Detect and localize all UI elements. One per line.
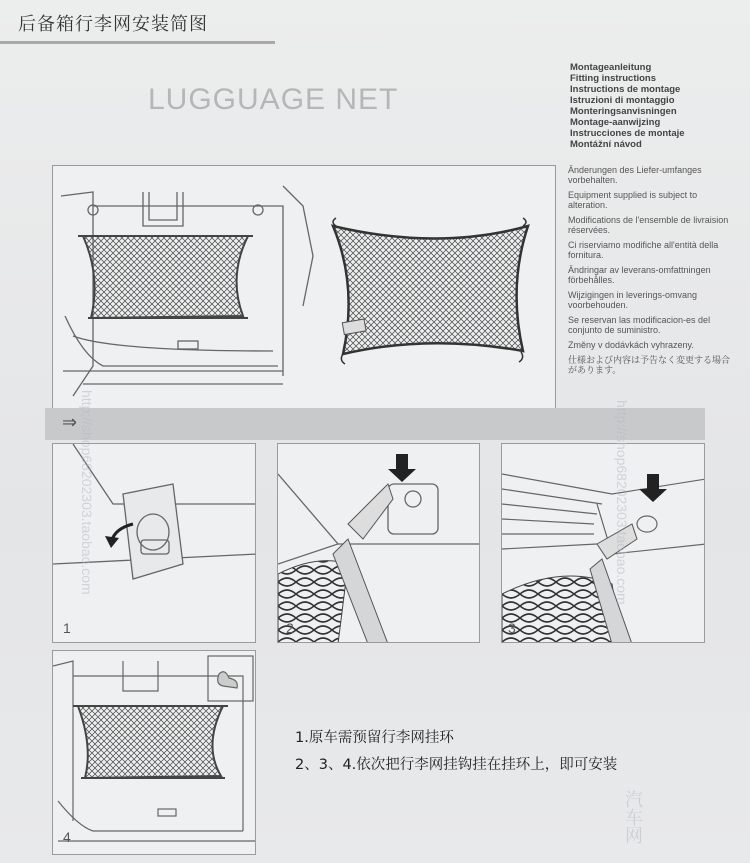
instruction-heading: Instrucciones de montaje	[570, 128, 685, 139]
step-2-panel	[277, 443, 480, 643]
supply-notes	[568, 165, 738, 380]
supply-note: Změny v dodávkách vyhrazeny.	[568, 340, 694, 350]
header-divider	[0, 41, 275, 44]
watermark-right: http://shop68202303.taobao.com	[614, 400, 630, 605]
step-number: 3	[508, 620, 516, 636]
instruction-headings	[570, 62, 740, 150]
instruction-heading: Fitting instructions	[570, 73, 657, 84]
step-number: 4	[63, 829, 71, 845]
supply-note: Se reservan las modificacion-es del conjunto de suministro.	[568, 315, 711, 335]
supply-note: Änderungen des Liefer-umfanges vorbehalten.	[568, 165, 702, 185]
attach-hook-drawing	[278, 444, 480, 643]
step-number: 2	[286, 620, 294, 636]
overview-illustration	[52, 165, 556, 411]
supply-note: Ci riserviamo modifiche all'entità della fornitura.	[568, 240, 719, 260]
step-4-panel	[52, 650, 256, 855]
supply-note: Ändringar av leverans-omfattningen förbehålles.	[568, 265, 711, 285]
attach-hook-side-drawing	[502, 444, 705, 643]
supply-note: 仕様および内容は予告なく変更する場合があります。	[568, 355, 731, 375]
install-captions	[295, 725, 715, 779]
watermark-left: http://shop68202303.taobao.com	[79, 390, 95, 595]
watermark-brand: 汽车网	[623, 790, 643, 844]
instruction-heading: Montage-aanwijzing	[570, 117, 661, 128]
supply-note: Equipment supplied is subject to alteration.	[568, 190, 698, 210]
step-3-panel	[501, 443, 705, 643]
right-arrow-icon: ⇒	[62, 412, 78, 433]
instruction-heading: Istruzioni di montaggio	[570, 95, 675, 106]
arrow-band	[45, 408, 705, 440]
instruction-heading: Montageanleitung	[570, 62, 652, 73]
caption-line: 2、3、4.依次把行李网挂钩挂在挂环上，即可安装	[295, 757, 618, 773]
supply-note: Wijzigingen in leverings-omvang voorbehouden.	[568, 290, 698, 310]
header-title: 后备箱行李网安装简图	[18, 14, 208, 35]
trunk-and-net-drawing	[53, 166, 557, 412]
instruction-heading: Monteringsanvisningen	[570, 106, 677, 117]
installed-net-drawing	[53, 651, 256, 855]
instruction-heading: Montážní návod	[570, 139, 642, 150]
supply-note: Modifications de l'ensemble de livraision réservées.	[568, 215, 729, 235]
document-title: LUGGUAGE NET	[148, 83, 399, 116]
step-number: 1	[63, 620, 71, 636]
caption-line: 1.原车需预留行李网挂环	[295, 730, 454, 746]
instruction-heading: Instructions de montage	[570, 84, 681, 95]
